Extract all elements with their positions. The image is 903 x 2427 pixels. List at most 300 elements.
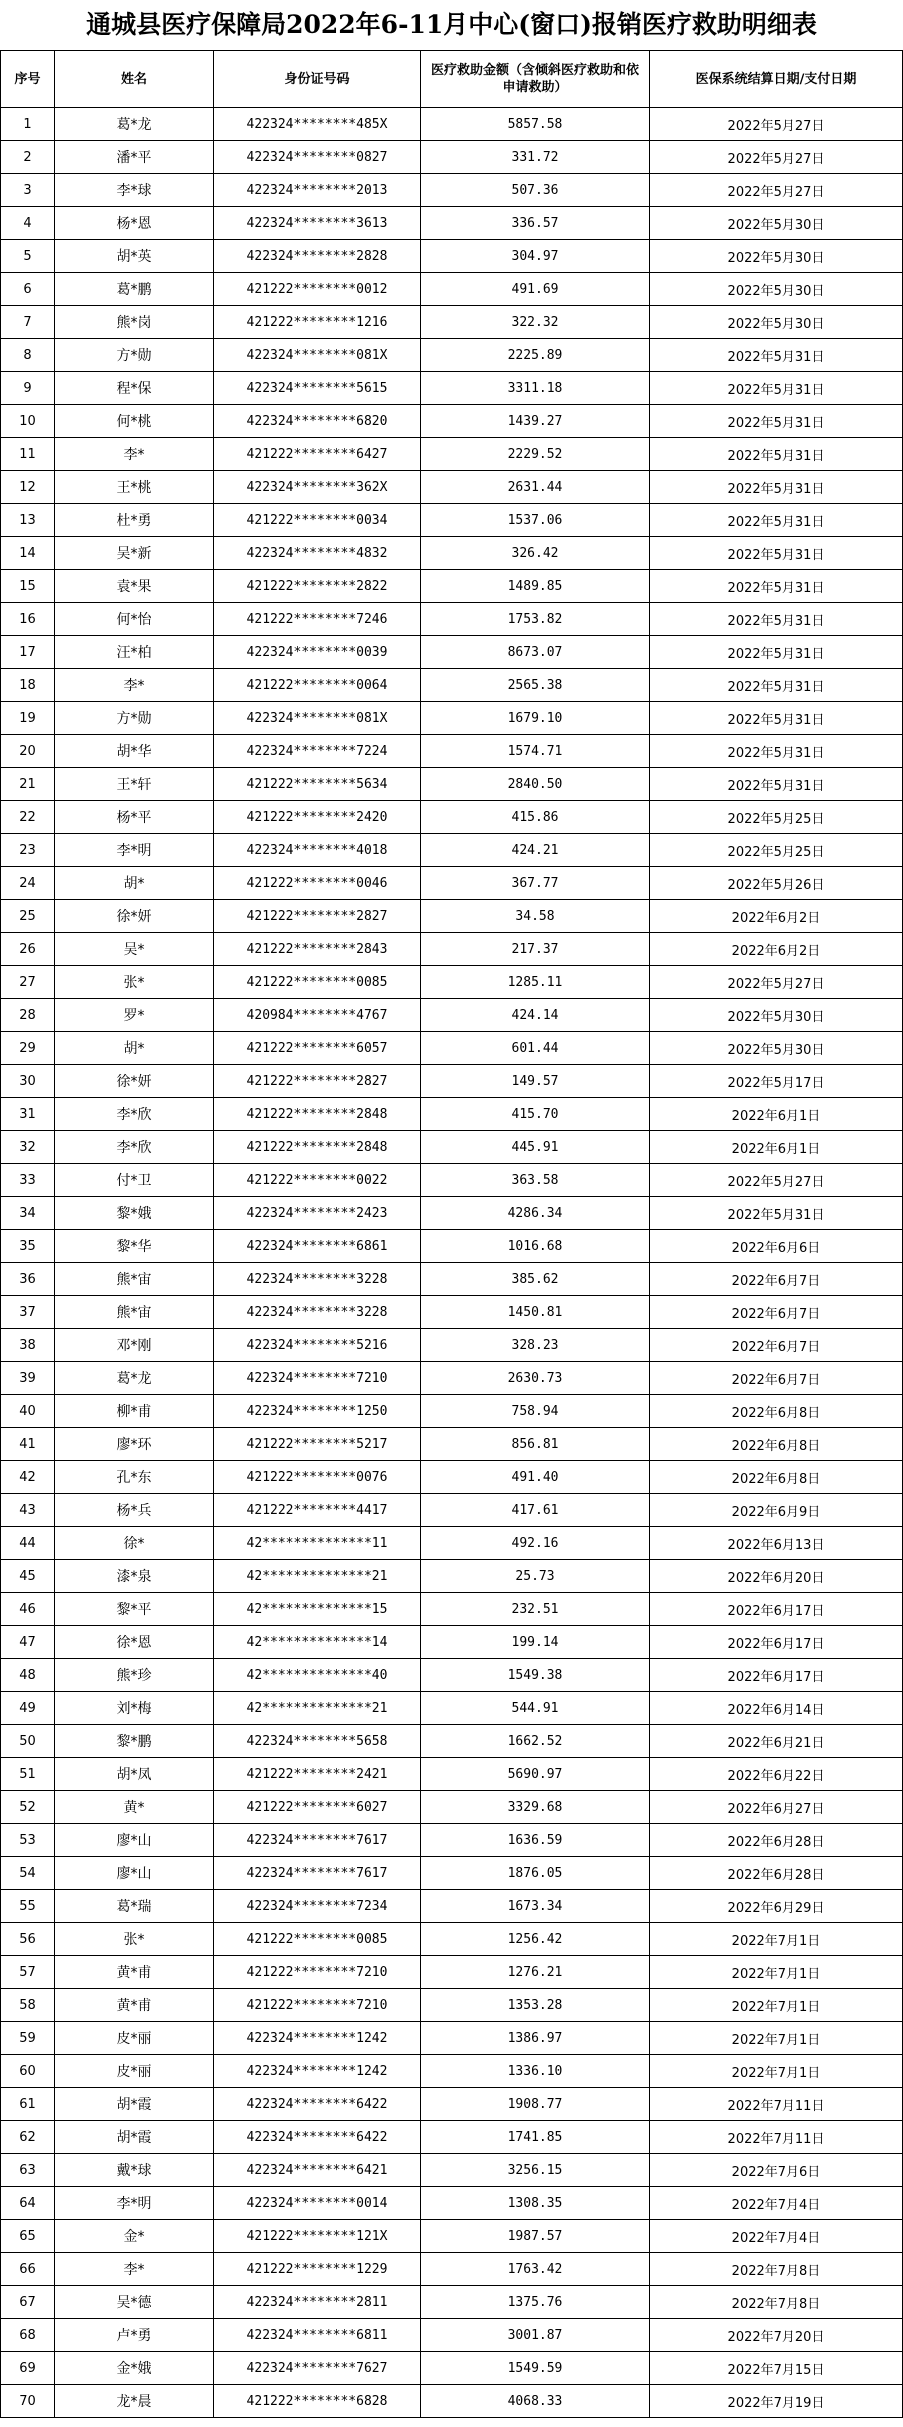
- table-row: [1, 999, 903, 1032]
- cell-settlement-date: 2022年5月30日: [650, 207, 903, 240]
- cell-name: 徐*妍: [55, 1065, 214, 1098]
- table-row: [1, 1527, 903, 1560]
- cell-name: 李*: [55, 669, 214, 702]
- cell-id-number: 422324********1250: [214, 1395, 421, 1428]
- cell-id-number: 422324********6861: [214, 1230, 421, 1263]
- cell-settlement-date: 2022年5月31日: [650, 735, 903, 768]
- cell-aid-amount: 507.36: [421, 174, 650, 207]
- cell-name: 何*怡: [55, 603, 214, 636]
- table-row: [1, 306, 903, 339]
- cell-seq: 44: [1, 1527, 55, 1560]
- cell-aid-amount: 1016.68: [421, 1230, 650, 1263]
- cell-id-number: 422324********7627: [214, 2352, 421, 2385]
- cell-aid-amount: 1741.85: [421, 2121, 650, 2154]
- table-row: [1, 2022, 903, 2055]
- cell-seq: 38: [1, 1329, 55, 1362]
- table-row: [1, 2187, 903, 2220]
- cell-name: 罗*: [55, 999, 214, 1032]
- cell-seq: 68: [1, 2319, 55, 2352]
- cell-seq: 23: [1, 834, 55, 867]
- cell-name: 胡*英: [55, 240, 214, 273]
- cell-aid-amount: 367.77: [421, 867, 650, 900]
- cell-seq: 36: [1, 1263, 55, 1296]
- cell-settlement-date: 2022年7月8日: [650, 2286, 903, 2319]
- cell-id-number: 422324********6820: [214, 405, 421, 438]
- cell-id-number: 422324********5615: [214, 372, 421, 405]
- cell-aid-amount: 3311.18: [421, 372, 650, 405]
- cell-settlement-date: 2022年6月6日: [650, 1230, 903, 1263]
- cell-aid-amount: 1574.71: [421, 735, 650, 768]
- cell-name: 潘*平: [55, 141, 214, 174]
- cell-settlement-date: 2022年5月17日: [650, 1065, 903, 1098]
- cell-seq: 35: [1, 1230, 55, 1263]
- cell-name: 付*卫: [55, 1164, 214, 1197]
- cell-id-number: 421222********0064: [214, 669, 421, 702]
- cell-name: 袁*果: [55, 570, 214, 603]
- table-row: [1, 1923, 903, 1956]
- table-row: [1, 1890, 903, 1923]
- cell-name: 胡*霞: [55, 2121, 214, 2154]
- table-row: [1, 2319, 903, 2352]
- cell-seq: 3: [1, 174, 55, 207]
- cell-settlement-date: 2022年6月7日: [650, 1329, 903, 1362]
- cell-settlement-date: 2022年6月1日: [650, 1131, 903, 1164]
- cell-seq: 41: [1, 1428, 55, 1461]
- cell-name: 廖*山: [55, 1857, 214, 1890]
- cell-seq: 70: [1, 2385, 55, 2418]
- cell-seq: 8: [1, 339, 55, 372]
- cell-name: 李*明: [55, 834, 214, 867]
- cell-id-number: 422324********5216: [214, 1329, 421, 1362]
- cell-settlement-date: 2022年6月17日: [650, 1659, 903, 1692]
- cell-settlement-date: 2022年6月8日: [650, 1428, 903, 1461]
- cell-name: 方*勋: [55, 339, 214, 372]
- cell-aid-amount: 1537.06: [421, 504, 650, 537]
- cell-seq: 29: [1, 1032, 55, 1065]
- table-row: [1, 339, 903, 372]
- cell-id-number: 42**************15: [214, 1593, 421, 1626]
- cell-seq: 63: [1, 2154, 55, 2187]
- table-row: [1, 537, 903, 570]
- cell-id-number: 421222********2843: [214, 933, 421, 966]
- cell-name: 金*: [55, 2220, 214, 2253]
- cell-settlement-date: 2022年7月1日: [650, 2055, 903, 2088]
- cell-aid-amount: 304.97: [421, 240, 650, 273]
- cell-name: 熊*珍: [55, 1659, 214, 1692]
- cell-settlement-date: 2022年7月19日: [650, 2385, 903, 2418]
- cell-settlement-date: 2022年5月27日: [650, 966, 903, 999]
- cell-aid-amount: 1386.97: [421, 2022, 650, 2055]
- cell-aid-amount: 5857.58: [421, 108, 650, 141]
- cell-id-number: 422324********6421: [214, 2154, 421, 2187]
- table-row: [1, 768, 903, 801]
- table-row: [1, 1659, 903, 1692]
- cell-id-number: 421222********7246: [214, 603, 421, 636]
- cell-id-number: 421222********7210: [214, 1989, 421, 2022]
- cell-name: 葛*鹏: [55, 273, 214, 306]
- cell-name: 李*: [55, 2253, 214, 2286]
- cell-name: 黄*甫: [55, 1989, 214, 2022]
- cell-seq: 32: [1, 1131, 55, 1164]
- cell-seq: 12: [1, 471, 55, 504]
- cell-seq: 1: [1, 108, 55, 141]
- cell-aid-amount: 601.44: [421, 1032, 650, 1065]
- cell-settlement-date: 2022年5月31日: [650, 504, 903, 537]
- cell-name: 刘*梅: [55, 1692, 214, 1725]
- cell-id-number: 421222********0076: [214, 1461, 421, 1494]
- cell-seq: 51: [1, 1758, 55, 1791]
- cell-name: 徐*恩: [55, 1626, 214, 1659]
- cell-aid-amount: 1636.59: [421, 1824, 650, 1857]
- cell-settlement-date: 2022年6月21日: [650, 1725, 903, 1758]
- cell-seq: 54: [1, 1857, 55, 1890]
- cell-name: 胡*: [55, 1032, 214, 1065]
- cell-seq: 4: [1, 207, 55, 240]
- cell-settlement-date: 2022年5月30日: [650, 999, 903, 1032]
- cell-id-number: 421222********1216: [214, 306, 421, 339]
- cell-aid-amount: 415.70: [421, 1098, 650, 1131]
- cell-aid-amount: 1679.10: [421, 702, 650, 735]
- cell-aid-amount: 1876.05: [421, 1857, 650, 1890]
- cell-id-number: 421222********6027: [214, 1791, 421, 1824]
- cell-id-number: 421222********2848: [214, 1098, 421, 1131]
- table-row: [1, 273, 903, 306]
- cell-id-number: 422324********6422: [214, 2088, 421, 2121]
- cell-settlement-date: 2022年5月30日: [650, 273, 903, 306]
- cell-settlement-date: 2022年6月8日: [650, 1395, 903, 1428]
- cell-name: 张*: [55, 1923, 214, 1956]
- cell-seq: 60: [1, 2055, 55, 2088]
- cell-seq: 52: [1, 1791, 55, 1824]
- table-row: [1, 1692, 903, 1725]
- cell-aid-amount: 328.23: [421, 1329, 650, 1362]
- cell-seq: 19: [1, 702, 55, 735]
- cell-aid-amount: 1673.34: [421, 1890, 650, 1923]
- cell-aid-amount: 199.14: [421, 1626, 650, 1659]
- cell-aid-amount: 415.86: [421, 801, 650, 834]
- table-row: [1, 1164, 903, 1197]
- table-row: [1, 1065, 903, 1098]
- cell-settlement-date: 2022年5月31日: [650, 636, 903, 669]
- cell-settlement-date: 2022年5月30日: [650, 240, 903, 273]
- table-header-row: [1, 51, 903, 108]
- table-row: [1, 1626, 903, 1659]
- cell-aid-amount: 2631.44: [421, 471, 650, 504]
- cell-settlement-date: 2022年6月22日: [650, 1758, 903, 1791]
- table-row: [1, 207, 903, 240]
- cell-id-number: 421222********0022: [214, 1164, 421, 1197]
- cell-name: 皮*丽: [55, 2022, 214, 2055]
- cell-settlement-date: 2022年5月31日: [650, 768, 903, 801]
- cell-aid-amount: 3329.68: [421, 1791, 650, 1824]
- cell-id-number: 421222********2421: [214, 1758, 421, 1791]
- cell-name: 徐*妍: [55, 900, 214, 933]
- column-header-id-number: 身份证号码: [214, 51, 421, 108]
- cell-name: 黎*华: [55, 1230, 214, 1263]
- page-title: 通城县医疗保障局2022年6-11月中心(窗口)报销医疗救助明细表: [86, 10, 817, 39]
- cell-name: 邓*刚: [55, 1329, 214, 1362]
- table-row: [1, 174, 903, 207]
- cell-seq: 48: [1, 1659, 55, 1692]
- table-row: [1, 933, 903, 966]
- cell-aid-amount: 2229.52: [421, 438, 650, 471]
- cell-id-number: 421222********5217: [214, 1428, 421, 1461]
- cell-id-number: 422324********081X: [214, 339, 421, 372]
- cell-seq: 56: [1, 1923, 55, 1956]
- cell-name: 杜*勇: [55, 504, 214, 537]
- cell-name: 徐*: [55, 1527, 214, 1560]
- cell-name: 熊*宙: [55, 1263, 214, 1296]
- cell-settlement-date: 2022年6月2日: [650, 900, 903, 933]
- cell-seq: 47: [1, 1626, 55, 1659]
- cell-settlement-date: 2022年5月30日: [650, 1032, 903, 1065]
- cell-id-number: 421222********6427: [214, 438, 421, 471]
- cell-seq: 61: [1, 2088, 55, 2121]
- table-row: [1, 1395, 903, 1428]
- cell-name: 李*欣: [55, 1131, 214, 1164]
- cell-settlement-date: 2022年5月31日: [650, 438, 903, 471]
- cell-aid-amount: 232.51: [421, 1593, 650, 1626]
- cell-aid-amount: 1987.57: [421, 2220, 650, 2253]
- cell-id-number: 422324********0014: [214, 2187, 421, 2220]
- cell-id-number: 422324********081X: [214, 702, 421, 735]
- cell-name: 葛*龙: [55, 1362, 214, 1395]
- cell-seq: 34: [1, 1197, 55, 1230]
- cell-id-number: 421222********121X: [214, 2220, 421, 2253]
- cell-settlement-date: 2022年6月1日: [650, 1098, 903, 1131]
- cell-aid-amount: 1439.27: [421, 405, 650, 438]
- cell-seq: 25: [1, 900, 55, 933]
- cell-settlement-date: 2022年5月31日: [650, 702, 903, 735]
- table-row: [1, 636, 903, 669]
- cell-aid-amount: 856.81: [421, 1428, 650, 1461]
- cell-name: 张*: [55, 966, 214, 999]
- table-row: [1, 1098, 903, 1131]
- cell-seq: 49: [1, 1692, 55, 1725]
- cell-id-number: 421222********6828: [214, 2385, 421, 2418]
- table-row: [1, 2055, 903, 2088]
- cell-name: 何*桃: [55, 405, 214, 438]
- cell-settlement-date: 2022年5月31日: [650, 570, 903, 603]
- cell-name: 吴*德: [55, 2286, 214, 2319]
- cell-id-number: 422324********7617: [214, 1857, 421, 1890]
- table-row: [1, 1263, 903, 1296]
- cell-seq: 53: [1, 1824, 55, 1857]
- cell-seq: 37: [1, 1296, 55, 1329]
- cell-settlement-date: 2022年5月30日: [650, 306, 903, 339]
- table-row: [1, 603, 903, 636]
- cell-settlement-date: 2022年7月8日: [650, 2253, 903, 2286]
- table-row: [1, 1329, 903, 1362]
- cell-id-number: 42**************40: [214, 1659, 421, 1692]
- cell-settlement-date: 2022年5月26日: [650, 867, 903, 900]
- cell-name: 龙*晨: [55, 2385, 214, 2418]
- table-row: [1, 1989, 903, 2022]
- cell-seq: 15: [1, 570, 55, 603]
- cell-seq: 55: [1, 1890, 55, 1923]
- cell-seq: 28: [1, 999, 55, 1032]
- cell-seq: 22: [1, 801, 55, 834]
- table-row: [1, 1362, 903, 1395]
- table-row: [1, 141, 903, 174]
- cell-name: 熊*宙: [55, 1296, 214, 1329]
- cell-id-number: 42**************14: [214, 1626, 421, 1659]
- cell-id-number: 421222********5634: [214, 768, 421, 801]
- cell-aid-amount: 385.62: [421, 1263, 650, 1296]
- cell-name: 柳*甫: [55, 1395, 214, 1428]
- table-row: [1, 405, 903, 438]
- cell-settlement-date: 2022年6月20日: [650, 1560, 903, 1593]
- cell-aid-amount: 2565.38: [421, 669, 650, 702]
- table-row: [1, 1791, 903, 1824]
- cell-seq: 59: [1, 2022, 55, 2055]
- cell-seq: 50: [1, 1725, 55, 1758]
- cell-id-number: 422324********1242: [214, 2022, 421, 2055]
- cell-name: 方*勋: [55, 702, 214, 735]
- cell-id-number: 422324********362X: [214, 471, 421, 504]
- table-row: [1, 867, 903, 900]
- cell-aid-amount: 34.58: [421, 900, 650, 933]
- cell-name: 程*保: [55, 372, 214, 405]
- table-body: [1, 108, 903, 2418]
- cell-name: 胡*: [55, 867, 214, 900]
- cell-id-number: 421222********1229: [214, 2253, 421, 2286]
- cell-seq: 64: [1, 2187, 55, 2220]
- cell-seq: 14: [1, 537, 55, 570]
- cell-aid-amount: 1908.77: [421, 2088, 650, 2121]
- cell-aid-amount: 445.91: [421, 1131, 650, 1164]
- cell-id-number: 422324********2423: [214, 1197, 421, 1230]
- cell-name: 吴*新: [55, 537, 214, 570]
- cell-id-number: 421222********7210: [214, 1956, 421, 1989]
- cell-name: 黄*甫: [55, 1956, 214, 1989]
- table-row: [1, 1956, 903, 1989]
- table-row: [1, 2121, 903, 2154]
- cell-aid-amount: 1450.81: [421, 1296, 650, 1329]
- cell-seq: 2: [1, 141, 55, 174]
- cell-aid-amount: 2840.50: [421, 768, 650, 801]
- cell-seq: 65: [1, 2220, 55, 2253]
- cell-settlement-date: 2022年6月14日: [650, 1692, 903, 1725]
- table-row: [1, 2154, 903, 2187]
- cell-settlement-date: 2022年6月28日: [650, 1857, 903, 1890]
- cell-settlement-date: 2022年7月1日: [650, 1923, 903, 1956]
- table-row: [1, 669, 903, 702]
- table-row: [1, 1758, 903, 1791]
- table-row: [1, 438, 903, 471]
- cell-id-number: 422324********2013: [214, 174, 421, 207]
- cell-settlement-date: 2022年7月4日: [650, 2187, 903, 2220]
- cell-settlement-date: 2022年7月15日: [650, 2352, 903, 2385]
- cell-id-number: 422324********3613: [214, 207, 421, 240]
- cell-aid-amount: 417.61: [421, 1494, 650, 1527]
- cell-name: 胡*华: [55, 735, 214, 768]
- table-row: [1, 1857, 903, 1890]
- cell-name: 熊*岗: [55, 306, 214, 339]
- cell-id-number: 42**************11: [214, 1527, 421, 1560]
- cell-seq: 21: [1, 768, 55, 801]
- table-row: [1, 240, 903, 273]
- cell-id-number: 422324********0039: [214, 636, 421, 669]
- cell-id-number: 422324********3228: [214, 1296, 421, 1329]
- cell-name: 李*: [55, 438, 214, 471]
- cell-name: 黎*娥: [55, 1197, 214, 1230]
- cell-id-number: 422324********2828: [214, 240, 421, 273]
- cell-aid-amount: 491.40: [421, 1461, 650, 1494]
- table-row: [1, 801, 903, 834]
- cell-aid-amount: 8673.07: [421, 636, 650, 669]
- cell-aid-amount: 1285.11: [421, 966, 650, 999]
- cell-seq: 66: [1, 2253, 55, 2286]
- cell-settlement-date: 2022年7月6日: [650, 2154, 903, 2187]
- cell-aid-amount: 2630.73: [421, 1362, 650, 1395]
- cell-name: 杨*恩: [55, 207, 214, 240]
- cell-aid-amount: 217.37: [421, 933, 650, 966]
- cell-settlement-date: 2022年5月25日: [650, 834, 903, 867]
- cell-name: 戴*球: [55, 2154, 214, 2187]
- table-row: [1, 1725, 903, 1758]
- table-row: [1, 1494, 903, 1527]
- cell-aid-amount: 3256.15: [421, 2154, 650, 2187]
- cell-name: 卢*勇: [55, 2319, 214, 2352]
- table-row: [1, 1296, 903, 1329]
- cell-aid-amount: 326.42: [421, 537, 650, 570]
- cell-name: 皮*丽: [55, 2055, 214, 2088]
- cell-settlement-date: 2022年7月1日: [650, 1989, 903, 2022]
- cell-aid-amount: 1256.42: [421, 1923, 650, 1956]
- column-header-aid-amount: 医疗救助金额（含倾斜医疗救助和依申请救助）: [421, 51, 650, 108]
- table-row: [1, 1560, 903, 1593]
- cell-seq: 7: [1, 306, 55, 339]
- table-row: [1, 834, 903, 867]
- cell-seq: 27: [1, 966, 55, 999]
- cell-aid-amount: 2225.89: [421, 339, 650, 372]
- cell-id-number: 422324********485X: [214, 108, 421, 141]
- cell-name: 胡*凤: [55, 1758, 214, 1791]
- table-row: [1, 1461, 903, 1494]
- cell-settlement-date: 2022年5月27日: [650, 141, 903, 174]
- cell-aid-amount: 1549.38: [421, 1659, 650, 1692]
- cell-seq: 16: [1, 603, 55, 636]
- cell-name: 孔*东: [55, 1461, 214, 1494]
- cell-id-number: 422324********4018: [214, 834, 421, 867]
- cell-aid-amount: 424.21: [421, 834, 650, 867]
- cell-aid-amount: 424.14: [421, 999, 650, 1032]
- cell-seq: 69: [1, 2352, 55, 2385]
- cell-settlement-date: 2022年5月27日: [650, 108, 903, 141]
- cell-name: 杨*兵: [55, 1494, 214, 1527]
- cell-settlement-date: 2022年7月1日: [650, 2022, 903, 2055]
- cell-seq: 24: [1, 867, 55, 900]
- cell-aid-amount: 336.57: [421, 207, 650, 240]
- cell-seq: 46: [1, 1593, 55, 1626]
- cell-settlement-date: 2022年5月27日: [650, 1164, 903, 1197]
- cell-aid-amount: 322.32: [421, 306, 650, 339]
- table-row: [1, 1230, 903, 1263]
- cell-name: 杨*平: [55, 801, 214, 834]
- cell-id-number: 421222********2420: [214, 801, 421, 834]
- column-header-name: 姓名: [55, 51, 214, 108]
- cell-settlement-date: 2022年7月4日: [650, 2220, 903, 2253]
- cell-aid-amount: 758.94: [421, 1395, 650, 1428]
- cell-aid-amount: 492.16: [421, 1527, 650, 1560]
- cell-id-number: 422324********4832: [214, 537, 421, 570]
- cell-seq: 26: [1, 933, 55, 966]
- cell-settlement-date: 2022年6月13日: [650, 1527, 903, 1560]
- cell-settlement-date: 2022年6月17日: [650, 1626, 903, 1659]
- table-row: [1, 570, 903, 603]
- cell-aid-amount: 25.73: [421, 1560, 650, 1593]
